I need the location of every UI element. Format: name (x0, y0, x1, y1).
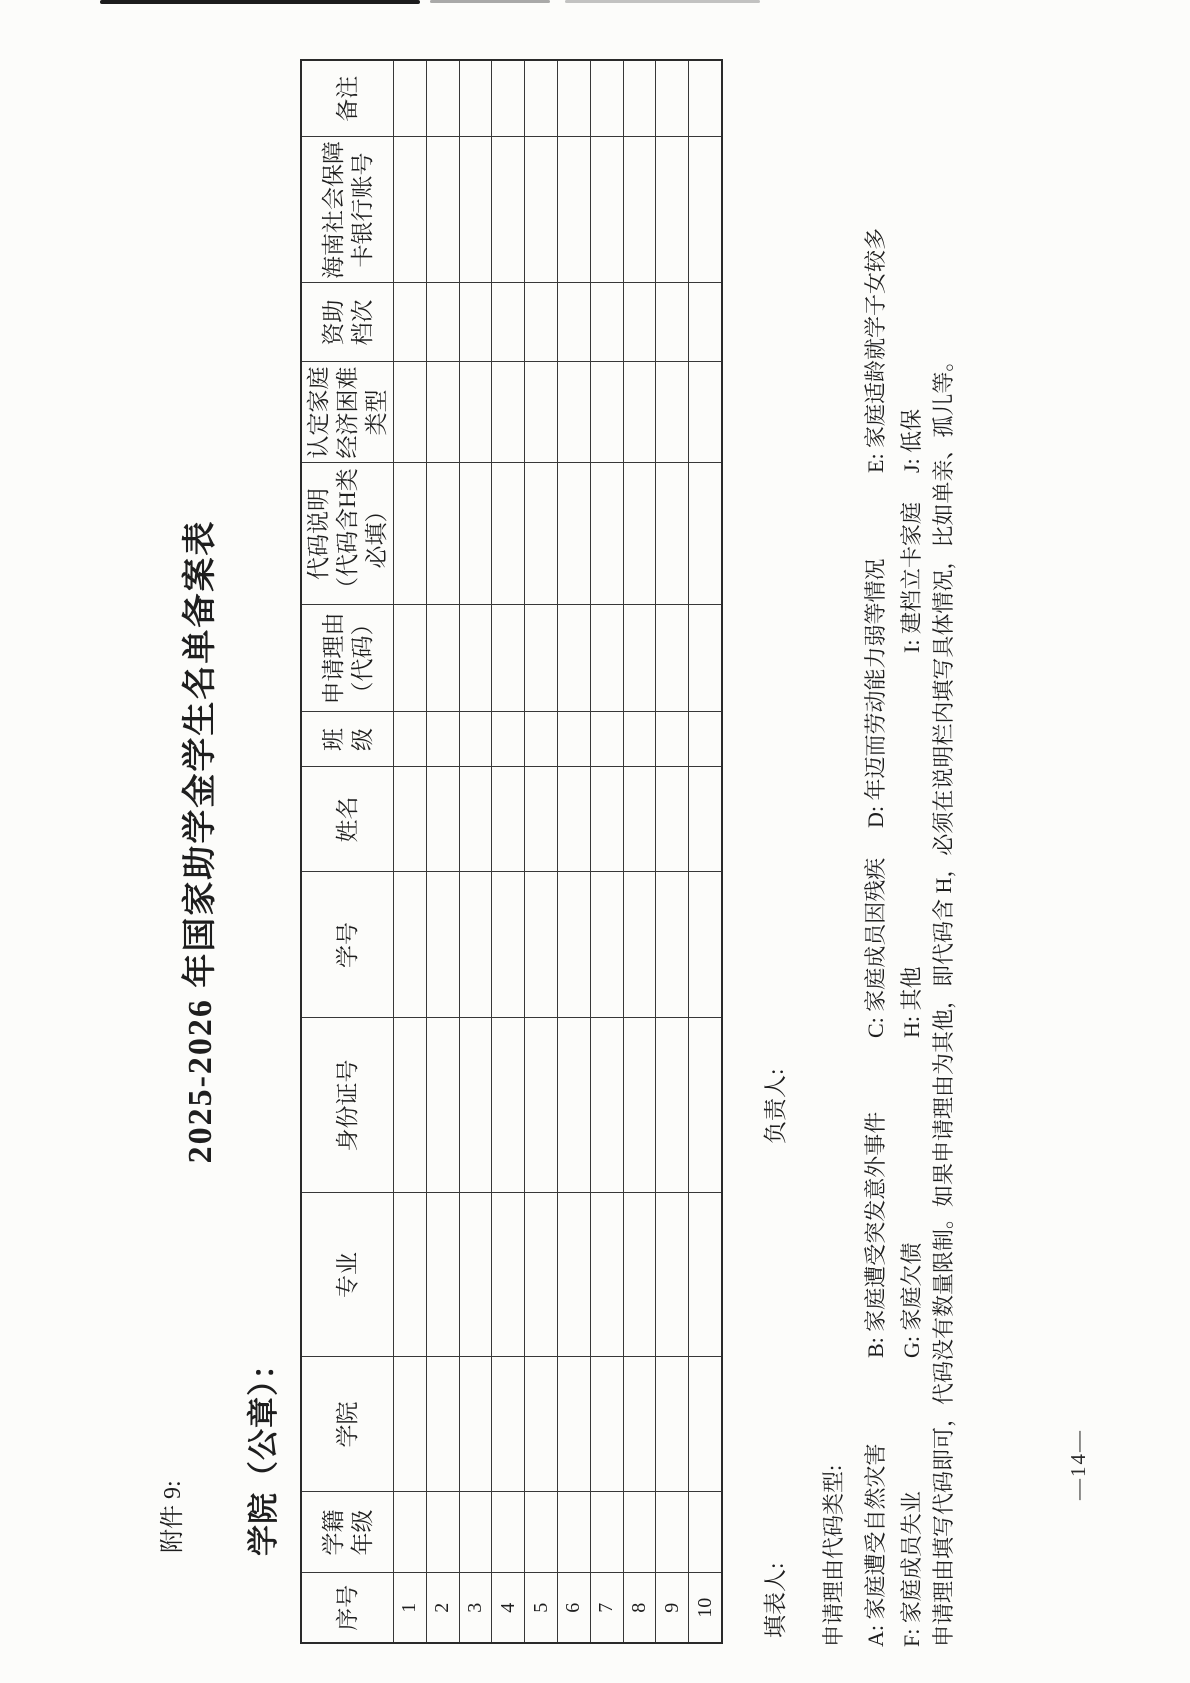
column-header-funding-level: 资助 档次 (301, 283, 394, 362)
empty-cell (525, 1357, 558, 1492)
empty-cell (689, 283, 722, 362)
empty-cell (426, 767, 459, 872)
empty-cell (525, 712, 558, 767)
reason-code-item: I: 建档立卡家庭 (899, 502, 924, 653)
column-header-student-number: 学号 (301, 872, 394, 1018)
empty-cell (492, 1492, 525, 1573)
empty-cell (557, 463, 590, 605)
empty-cell (492, 283, 525, 362)
empty-cell (492, 712, 525, 767)
table-row (557, 60, 590, 1643)
column-header-class: 班 级 (301, 712, 394, 767)
empty-cell (394, 1018, 427, 1193)
empty-cell (394, 767, 427, 872)
empty-cell (525, 283, 558, 362)
empty-cell (394, 60, 427, 137)
empty-cell (656, 463, 689, 605)
empty-cell (394, 872, 427, 1018)
empty-cell (590, 1492, 623, 1573)
empty-cell (525, 872, 558, 1018)
empty-cell (459, 1492, 492, 1573)
empty-cell (656, 767, 689, 872)
empty-cell (689, 463, 722, 605)
empty-cell (623, 872, 656, 1018)
empty-cell (590, 463, 623, 605)
empty-cell (492, 137, 525, 283)
column-header-college: 学院 (301, 1357, 394, 1492)
empty-cell (394, 362, 427, 463)
table-row (623, 60, 656, 1643)
reason-codes-line-1 (859, 0, 889, 1683)
empty-cell (590, 605, 623, 712)
empty-cell (689, 362, 722, 463)
college-seal-label: 学院（公章）： (246, 1347, 281, 1556)
empty-cell (525, 767, 558, 872)
empty-cell (557, 712, 590, 767)
empty-cell (623, 60, 656, 137)
empty-cell (394, 1492, 427, 1573)
empty-cell (426, 362, 459, 463)
column-header-major: 专业 (301, 1193, 394, 1357)
row-number-cell: 6 (557, 1573, 590, 1643)
empty-cell (394, 1357, 427, 1492)
empty-cell (394, 137, 427, 283)
empty-cell (459, 1018, 492, 1193)
empty-cell (623, 1018, 656, 1193)
empty-cell (656, 283, 689, 362)
row-number-cell: 2 (426, 1573, 459, 1643)
column-header-name: 姓名 (301, 767, 394, 872)
row-number-cell: 7 (590, 1573, 623, 1643)
empty-cell (689, 60, 722, 137)
empty-cell (623, 1193, 656, 1357)
empty-cell (525, 1492, 558, 1573)
row-number-cell: 8 (623, 1573, 656, 1643)
empty-cell (623, 605, 656, 712)
empty-cell (557, 1193, 590, 1357)
row-number-cell: 1 (394, 1573, 427, 1643)
empty-cell (525, 1193, 558, 1357)
empty-cell (394, 283, 427, 362)
empty-cell (459, 767, 492, 872)
empty-cell (557, 605, 590, 712)
empty-cell (557, 362, 590, 463)
empty-cell (656, 362, 689, 463)
empty-cell (656, 605, 689, 712)
row-number-cell: 4 (492, 1573, 525, 1643)
empty-cell (492, 1357, 525, 1492)
form-title: 2025-2026 年国家助学金学生名单备案表 (182, 519, 219, 1164)
empty-cell (525, 1018, 558, 1193)
empty-cell (492, 362, 525, 463)
reason-code-item: B: 家庭遭受突发意外事件 (863, 1111, 888, 1358)
empty-cell (492, 872, 525, 1018)
table-row (426, 60, 459, 1643)
column-header-serial-number: 序号 (301, 1573, 394, 1643)
empty-cell (459, 283, 492, 362)
empty-cell (426, 137, 459, 283)
empty-cell (623, 283, 656, 362)
empty-cell (689, 1492, 722, 1573)
reason-code-item: H: 其他 (899, 966, 924, 1038)
empty-cell (426, 1492, 459, 1573)
empty-cell (689, 137, 722, 283)
empty-cell (492, 1193, 525, 1357)
empty-cell (394, 1193, 427, 1357)
empty-cell (623, 137, 656, 283)
empty-cell (590, 137, 623, 283)
empty-cell (459, 463, 492, 605)
empty-cell (623, 712, 656, 767)
empty-cell (557, 1492, 590, 1573)
reason-code-item: A: 家庭遭受自然灾害 (863, 1443, 888, 1647)
empty-cell (590, 872, 623, 1018)
row-number-cell: 9 (656, 1573, 689, 1643)
reason-code-item: J: 低保 (899, 408, 924, 473)
responsible-person-label: 负责人: (763, 1068, 788, 1144)
empty-cell (623, 1492, 656, 1573)
empty-cell (459, 137, 492, 283)
reason-code-item: E: 家庭适龄就学子女较多 (863, 227, 888, 473)
column-header-remarks: 备注 (301, 60, 394, 137)
reason-code-item: C: 家庭成员因残疾 (863, 857, 888, 1038)
empty-cell (525, 362, 558, 463)
empty-cell (557, 767, 590, 872)
empty-cell (689, 1193, 722, 1357)
empty-cell (459, 1357, 492, 1492)
empty-cell (492, 463, 525, 605)
table-row (459, 60, 492, 1643)
empty-cell (557, 137, 590, 283)
empty-cell (459, 362, 492, 463)
empty-cell (459, 605, 492, 712)
empty-cell (590, 362, 623, 463)
empty-cell (394, 463, 427, 605)
empty-cell (656, 60, 689, 137)
empty-cell (689, 712, 722, 767)
column-header-poverty-type: 认定家庭 经济困难 类型 (301, 362, 394, 463)
attachment-label: 附件 9: (160, 1480, 186, 1553)
table-row (590, 60, 623, 1643)
empty-cell (426, 283, 459, 362)
reason-code-item: D: 年迈而劳动能力弱等情况 (863, 558, 888, 828)
empty-cell (656, 872, 689, 1018)
reason-codes-heading: 申请理由代码类型: (821, 1464, 846, 1647)
empty-cell (525, 137, 558, 283)
empty-cell (689, 767, 722, 872)
empty-cell (492, 605, 525, 712)
empty-cell (459, 60, 492, 137)
empty-cell (656, 137, 689, 283)
empty-cell (426, 605, 459, 712)
empty-cell (656, 1357, 689, 1492)
reason-codes-line-2 (895, 0, 925, 1683)
empty-cell (426, 463, 459, 605)
empty-cell (459, 712, 492, 767)
empty-cell (590, 1357, 623, 1492)
page-number: —14— (1066, 1429, 1090, 1500)
table-row (492, 60, 525, 1643)
empty-cell (557, 1357, 590, 1492)
empty-cell (426, 712, 459, 767)
empty-cell (590, 1193, 623, 1357)
empty-cell (656, 1018, 689, 1193)
empty-cell (689, 1357, 722, 1492)
empty-cell (689, 1018, 722, 1193)
empty-cell (492, 767, 525, 872)
empty-cell (590, 283, 623, 362)
empty-cell (590, 767, 623, 872)
empty-cell (557, 872, 590, 1018)
empty-cell (525, 463, 558, 605)
empty-cell (426, 1018, 459, 1193)
empty-cell (590, 1018, 623, 1193)
fill-instruction-note: 申请理由填写代码即可，代码没有数量限制。如果申请理由为其他，即代码含 H，必须在说明栏内填写具体情况，比如单亲、孤儿等。 (931, 349, 956, 1647)
row-number-cell: 5 (525, 1573, 558, 1643)
empty-cell (492, 60, 525, 137)
empty-cell (656, 1492, 689, 1573)
empty-cell (525, 605, 558, 712)
empty-cell (394, 605, 427, 712)
empty-cell (689, 872, 722, 1018)
empty-cell (689, 605, 722, 712)
empty-cell (590, 712, 623, 767)
empty-cell (459, 872, 492, 1018)
empty-cell (623, 362, 656, 463)
empty-cell (426, 1193, 459, 1357)
empty-cell (459, 1193, 492, 1357)
empty-cell (492, 1018, 525, 1193)
empty-cell (426, 60, 459, 137)
empty-cell (557, 283, 590, 362)
column-header-social-security-bank-account: 海南社会保障 卡银行账号 (301, 137, 394, 283)
student-roster-table (300, 59, 723, 1644)
table-header-row (301, 60, 394, 1643)
reason-code-item: F: 家庭成员失业 (899, 1491, 924, 1647)
table-row (394, 60, 427, 1643)
empty-cell (426, 872, 459, 1018)
empty-cell (623, 463, 656, 605)
reason-code-item: G: 家庭欠债 (899, 1242, 924, 1358)
empty-cell (623, 1357, 656, 1492)
column-header-application-reason-code: 申请理由 （代码） (301, 605, 394, 712)
empty-cell (623, 767, 656, 872)
empty-cell (394, 712, 427, 767)
column-header-enrollment-grade: 学籍 年级 (301, 1492, 394, 1573)
column-header-code-description: 代码说明 （代码含H类 必填） (301, 463, 394, 605)
empty-cell (656, 712, 689, 767)
row-number-cell: 10 (689, 1573, 722, 1643)
row-number-cell: 3 (459, 1573, 492, 1643)
empty-cell (426, 1357, 459, 1492)
empty-cell (557, 1018, 590, 1193)
empty-cell (590, 60, 623, 137)
table-row (689, 60, 722, 1643)
table-row (656, 60, 689, 1643)
form-filler-label: 填表人: (763, 1562, 788, 1638)
empty-cell (656, 1193, 689, 1357)
table-row (525, 60, 558, 1643)
empty-cell (525, 60, 558, 137)
column-header-id-card-number: 身份证号 (301, 1018, 394, 1193)
empty-cell (557, 60, 590, 137)
